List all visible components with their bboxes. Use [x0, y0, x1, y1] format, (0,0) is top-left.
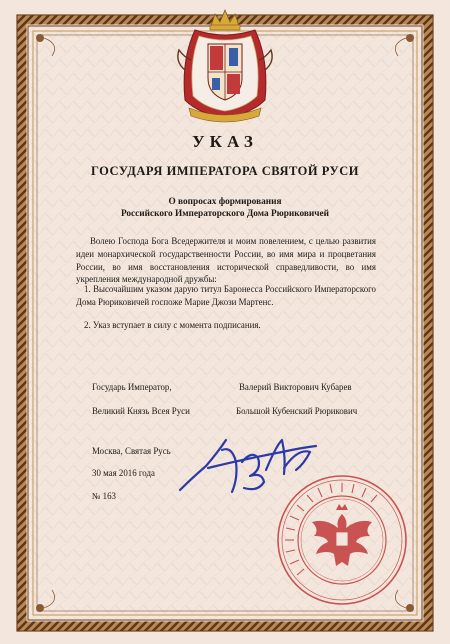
topic-line-2: Российского Императорского Дома Рюриковичей	[120, 209, 330, 219]
body-paragraph-preamble: Волею Господа Бога Вседержителя и моим повелением, с целью развития идеи монархической государственности России, во имя мира и процветания России, во имя восстановления исторической справедливости, во имя укрепления международной дружбы:	[76, 236, 376, 285]
body-paragraph-item-1: 1. Высочайшим указом дарую титул Баронесса Российского Императорского Дома Рюриковичей госпоже Марие Джози Мартенс.	[76, 284, 376, 307]
body-paragraph-item-2: 2. Указ вступает в силу с момента подписания.	[84, 320, 261, 330]
signatory-title-line-2: Великий Князь Всея Руси	[92, 406, 190, 416]
signatory-title-line-1: Государь Император,	[92, 382, 172, 392]
topic-line-1: О вопросах формирования	[168, 197, 282, 207]
signatory-name-line-2: Большой Кубенский Рюрикович	[236, 406, 358, 416]
issue-date: 30 мая 2016 года	[92, 468, 155, 478]
decree-title: УКАЗ	[192, 132, 258, 151]
decree-subtitle: ГОСУДАРЯ ИМПЕРАТОРА СВЯТОЙ РУСИ	[91, 164, 359, 178]
decree-number: № 163	[92, 491, 116, 501]
signatory-name-line-1: Валерий Викторович Кубарев	[239, 382, 352, 392]
issue-place: Москва, Святая Русь	[92, 446, 171, 456]
